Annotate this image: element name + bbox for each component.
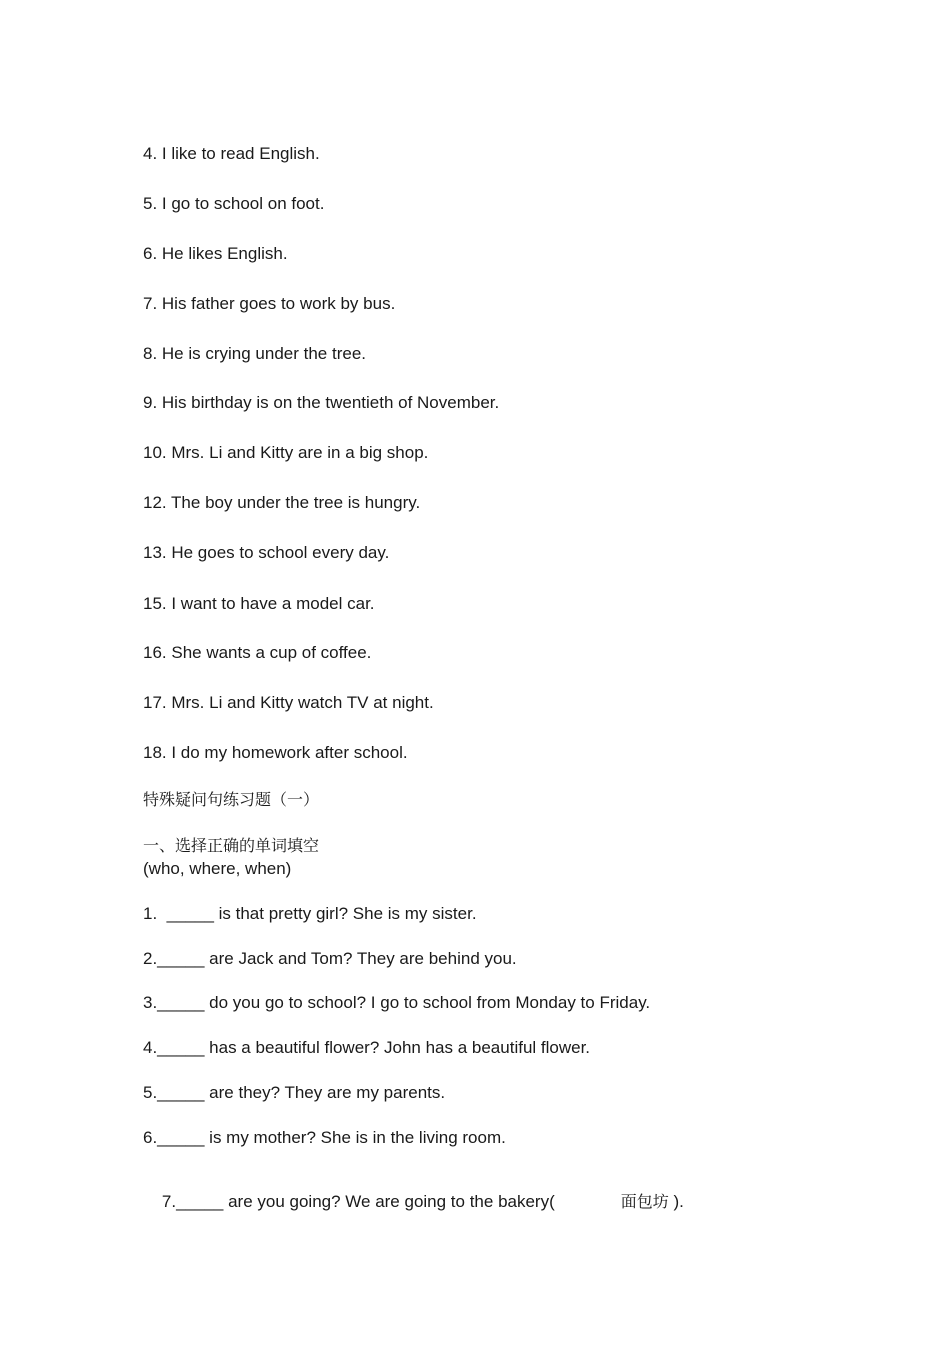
sentence-5: 5. I go to school on foot.: [143, 194, 325, 213]
question-3: 3._____ do you go to school? I go to school from Monday to Friday.: [143, 993, 651, 1012]
sentence-9: 9. His birthday is on the twentieth of November.: [143, 393, 500, 412]
sentence-12: 12. The boy under the tree is hungry.: [143, 493, 421, 512]
question-7: [143, 1172, 684, 1232]
question-7-gloss: 面包坊: [620, 1192, 669, 1211]
sentence-13: 13. He goes to school every day.: [143, 543, 390, 562]
question-5: 5._____ are they? They are my parents.: [143, 1083, 446, 1102]
question-7-close: ).: [668, 1192, 684, 1211]
sentence-16: 16. She wants a cup of coffee.: [143, 643, 372, 662]
part-one-heading: 一、选择正确的单词填空: [143, 836, 320, 855]
sentence-17: 17. Mrs. Li and Kitty watch TV at night.: [143, 693, 434, 712]
sentence-6: 6. He likes English.: [143, 244, 288, 263]
question-2: 2._____ are Jack and Tom? They are behind you.: [143, 949, 517, 968]
sentence-15: 15. I want to have a model car.: [143, 594, 375, 613]
word-bank: (who, where, when): [143, 859, 292, 878]
sentence-7: 7. His father goes to work by bus.: [143, 294, 396, 313]
section-title: 特殊疑问句练习题（一）: [143, 790, 320, 809]
question-6: 6._____ is my mother? She is in the living room.: [143, 1128, 506, 1147]
question-7-text: 7._____ are you going? We are going to the bakery(: [161, 1192, 555, 1211]
sentence-8: 8. He is crying under the tree.: [143, 344, 367, 363]
sentence-18: 18. I do my homework after school.: [143, 743, 408, 762]
sentence-10: 10. Mrs. Li and Kitty are in a big shop.: [143, 443, 429, 462]
question-1: 1. _____ is that pretty girl? She is my sister.: [143, 904, 477, 923]
sentence-4: 4. I like to read English.: [143, 144, 320, 163]
question-4: 4._____ has a beautiful flower? John has a beautiful flower.: [143, 1038, 591, 1057]
